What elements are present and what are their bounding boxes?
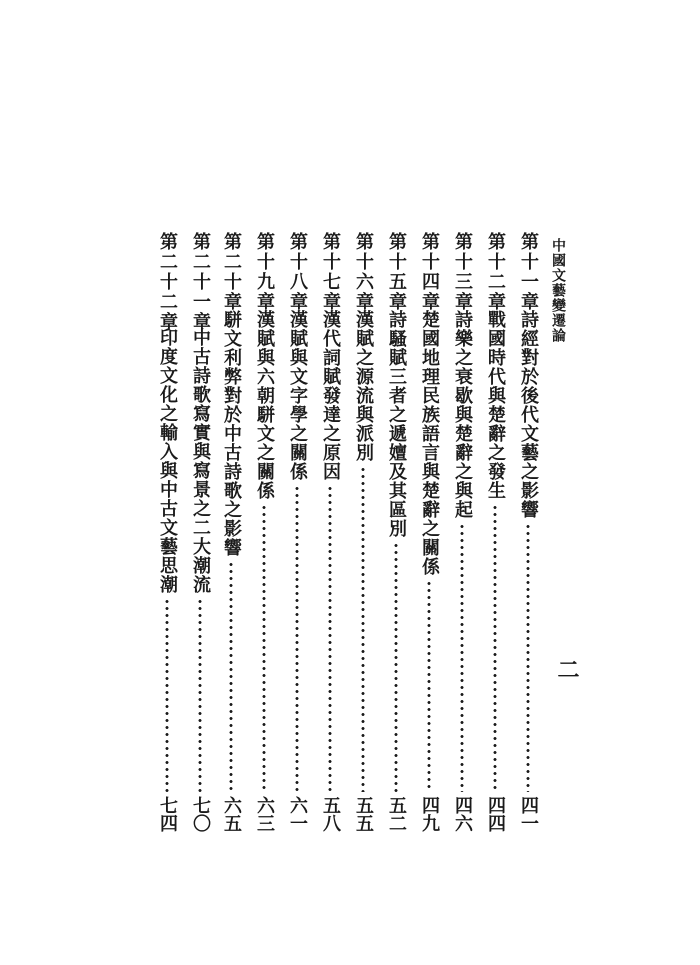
chapter-number: 第十二章 <box>485 232 506 312</box>
chapter-page: 六五 <box>221 796 242 832</box>
dot-leader <box>427 580 431 792</box>
chapter-page: 七四 <box>157 796 178 832</box>
chapter-number: 第十五章 <box>386 232 407 312</box>
dot-leader <box>526 523 530 792</box>
toc-entry-15[interactable] <box>381 232 411 832</box>
chapter-title: 漢賦與文字學之關係 <box>287 310 308 481</box>
dot-leader <box>493 504 497 792</box>
chapter-page: 五五 <box>353 796 374 832</box>
chapter-page: 五八 <box>320 796 341 832</box>
toc-entry-11[interactable] <box>513 232 543 832</box>
dot-leader <box>198 598 202 792</box>
chapter-page: 六三 <box>254 796 275 832</box>
dot-leader <box>460 523 464 792</box>
chapter-title: 漢賦之源流與派別 <box>353 310 374 462</box>
chapter-title: 印度文化之輸入與中古文藝思潮 <box>157 328 178 594</box>
toc-entry-14[interactable] <box>414 232 444 832</box>
chapter-page: 七〇 <box>190 796 211 832</box>
chapter-page: 四九 <box>419 796 440 832</box>
chapter-page: 四六 <box>452 796 473 832</box>
toc-entry-19[interactable] <box>249 232 279 832</box>
toc-entry-17[interactable] <box>315 232 345 832</box>
chapter-number: 第十六章 <box>353 232 374 312</box>
dot-leader <box>262 504 266 792</box>
chapter-page: 六一 <box>287 796 308 832</box>
chapter-number: 第二十二章 <box>157 232 178 332</box>
chapter-number: 第二十一章 <box>190 232 211 332</box>
chapter-number: 第十九章 <box>254 232 275 312</box>
toc-entry-22[interactable] <box>152 232 182 832</box>
chapter-title: 詩樂之衰歇與楚辭之與起 <box>452 310 473 519</box>
dot-leader <box>328 485 332 792</box>
chapter-number: 第十七章 <box>320 232 341 312</box>
dot-leader <box>394 542 398 792</box>
toc-entry-18[interactable] <box>282 232 312 832</box>
toc-entry-12[interactable] <box>480 232 510 832</box>
chapter-title: 中古詩歌寫實與寫景之二大潮流 <box>190 328 211 594</box>
dot-leader <box>295 485 299 792</box>
toc-entry-21[interactable] <box>185 232 215 832</box>
chapter-title: 詩騷賦三者之遞嬗及其區別 <box>386 310 407 538</box>
chapter-number: 第十一章 <box>518 232 539 312</box>
chapter-page: 四一 <box>518 796 539 832</box>
chapter-number: 第十八章 <box>287 232 308 312</box>
chapter-title: 戰國時代與楚辭之發生 <box>485 310 506 500</box>
toc-entry-20[interactable] <box>216 232 246 832</box>
chapter-number: 第十四章 <box>419 232 440 312</box>
page-number: 二 <box>554 658 580 680</box>
book-title: 中國文藝變遷論 <box>550 238 566 343</box>
chapter-number: 第十三章 <box>452 232 473 312</box>
toc-entry-13[interactable] <box>447 232 477 832</box>
chapter-title: 楚國地理民族語言與楚辭之關係 <box>419 310 440 576</box>
chapter-page: 四四 <box>485 796 506 832</box>
chapter-title: 詩經對於後代文藝之影響 <box>518 310 539 519</box>
dot-leader <box>165 598 169 792</box>
dot-leader <box>361 466 365 792</box>
toc-entry-16[interactable] <box>348 232 378 832</box>
chapter-title: 漢賦與六朝駢文之關係 <box>254 310 275 500</box>
dot-leader <box>229 561 233 792</box>
chapter-title: 漢代詞賦發達之原因 <box>320 310 341 481</box>
chapter-page: 五二 <box>386 796 407 832</box>
chapter-title: 駢文利弊對於中古詩歌之影響 <box>221 310 242 557</box>
chapter-number: 第二十章 <box>221 232 242 312</box>
